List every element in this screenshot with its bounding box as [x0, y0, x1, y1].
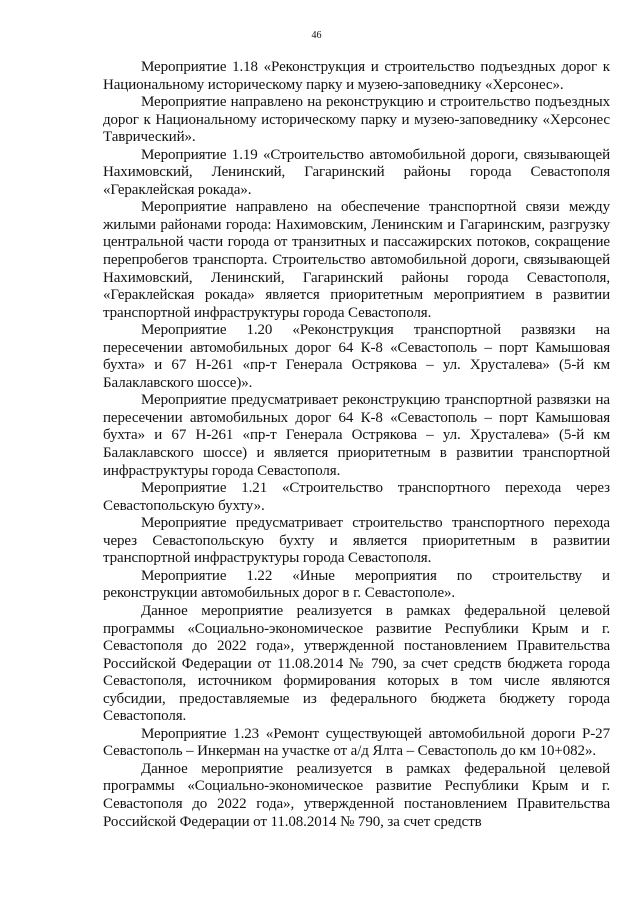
document-body [103, 59, 610, 831]
paragraph-measure-1-19: Мероприятие 1.19 «Строительство автомобильной дороги, связывающей Нахимовский, Ленинский, Гагаринский районы города Севастополя «Гераклейская рокада». [103, 146, 610, 198]
paragraph-measure-1-22: Мероприятие 1.22 «Иные мероприятия по строительству и реконструкции автомобильных дорог в г. Севастополе». [103, 567, 610, 602]
paragraph-measure-1-18: Мероприятие 1.18 «Реконструкция и строительство подъездных дорог к Национальному историческому парку и музею-заповеднику «Херсонес». [103, 59, 610, 93]
paragraph-measure-1-21: Мероприятие 1.21 «Строительство транспортного перехода через Севастопольскую бухту». [103, 480, 610, 514]
paragraph-measure-1-20: Мероприятие 1.20 «Реконструкция транспортной развязки на пересечении автомобильных дорог 64 К-8 «Севастополь – порт Камышовая бухта» и 67 Н-261 «пр-т Генерала Острякова – ул. Хрусталева» (5-й км Балаклавского шоссе)». [103, 322, 610, 391]
paragraph-measure-1-18-description: Мероприятие направлено на реконструкцию и строительство подъездных дорог к Национальному историческому парку и музею-заповеднику «Херсонес Таврический». [103, 94, 610, 146]
paragraph-measure-1-23-description: Данное мероприятие реализуется в рамках федеральной целевой программы «Социально-экономическое развитие Республики Крым и г. Севастополя до 2022 года», утвержденной постановлением Правительства Российской Федерации от 11.08.2014 № 790, за счет средств [103, 760, 610, 830]
paragraph-measure-1-22-description: Данное мероприятие реализуется в рамках федеральной целевой программы «Социально-экономическое развитие Республики Крым и г. Севастополя до 2022 года», утвержденной постановлением Правительства Российской Федерации от 11.08.2014 № 790, за счет средств бюджета города Севастополя, источником формирования которых в том числе являются субсидии, предоставляемые из федерального бюджета бюджету города Севастополя. [103, 602, 610, 725]
paragraph-measure-1-20-description: Мероприятие предусматривает реконструкцию транспортной развязки на пересечении автомобильных дорог 64 К-8 «Севастополь – порт Камышовая бухта» и 67 Н-261 «пр-т Генерала Острякова – ул. Хрусталева» (5-й км Балаклавского шоссе) и является приоритетным в развитии транспортной инфраструктуры города Севастополя. [103, 392, 610, 479]
paragraph-measure-1-23: Мероприятие 1.23 «Ремонт существующей автомобильной дороги Р-27 Севастополь – Инкерман на участке от а/д Ялта – Севастополь до км 10+082». [103, 725, 610, 760]
paragraph-measure-1-19-description: Мероприятие направлено на обеспечение транспортной связи между жилыми районами города: Нахимовским, Ленинским и Гагаринским, разгрузку центральной части города от транзитных и пассажирских потоков, сокращение перепробегов транспорта. Строительство автомобильной дороги, связывающей Нахимовский, Ленинский, Гагаринский районы города Севастополя, «Гераклейская рокада» является приоритетным мероприятием в развитии транспортной инфраструктуры города Севастополя. [103, 199, 610, 321]
page-number: 46 [311, 30, 322, 41]
paragraph-measure-1-21-description: Мероприятие предусматривает строительство транспортного перехода через Севастопольскую бухту и является приоритетным в развитии транспортной инфраструктуры города Севастополя. [103, 515, 610, 567]
